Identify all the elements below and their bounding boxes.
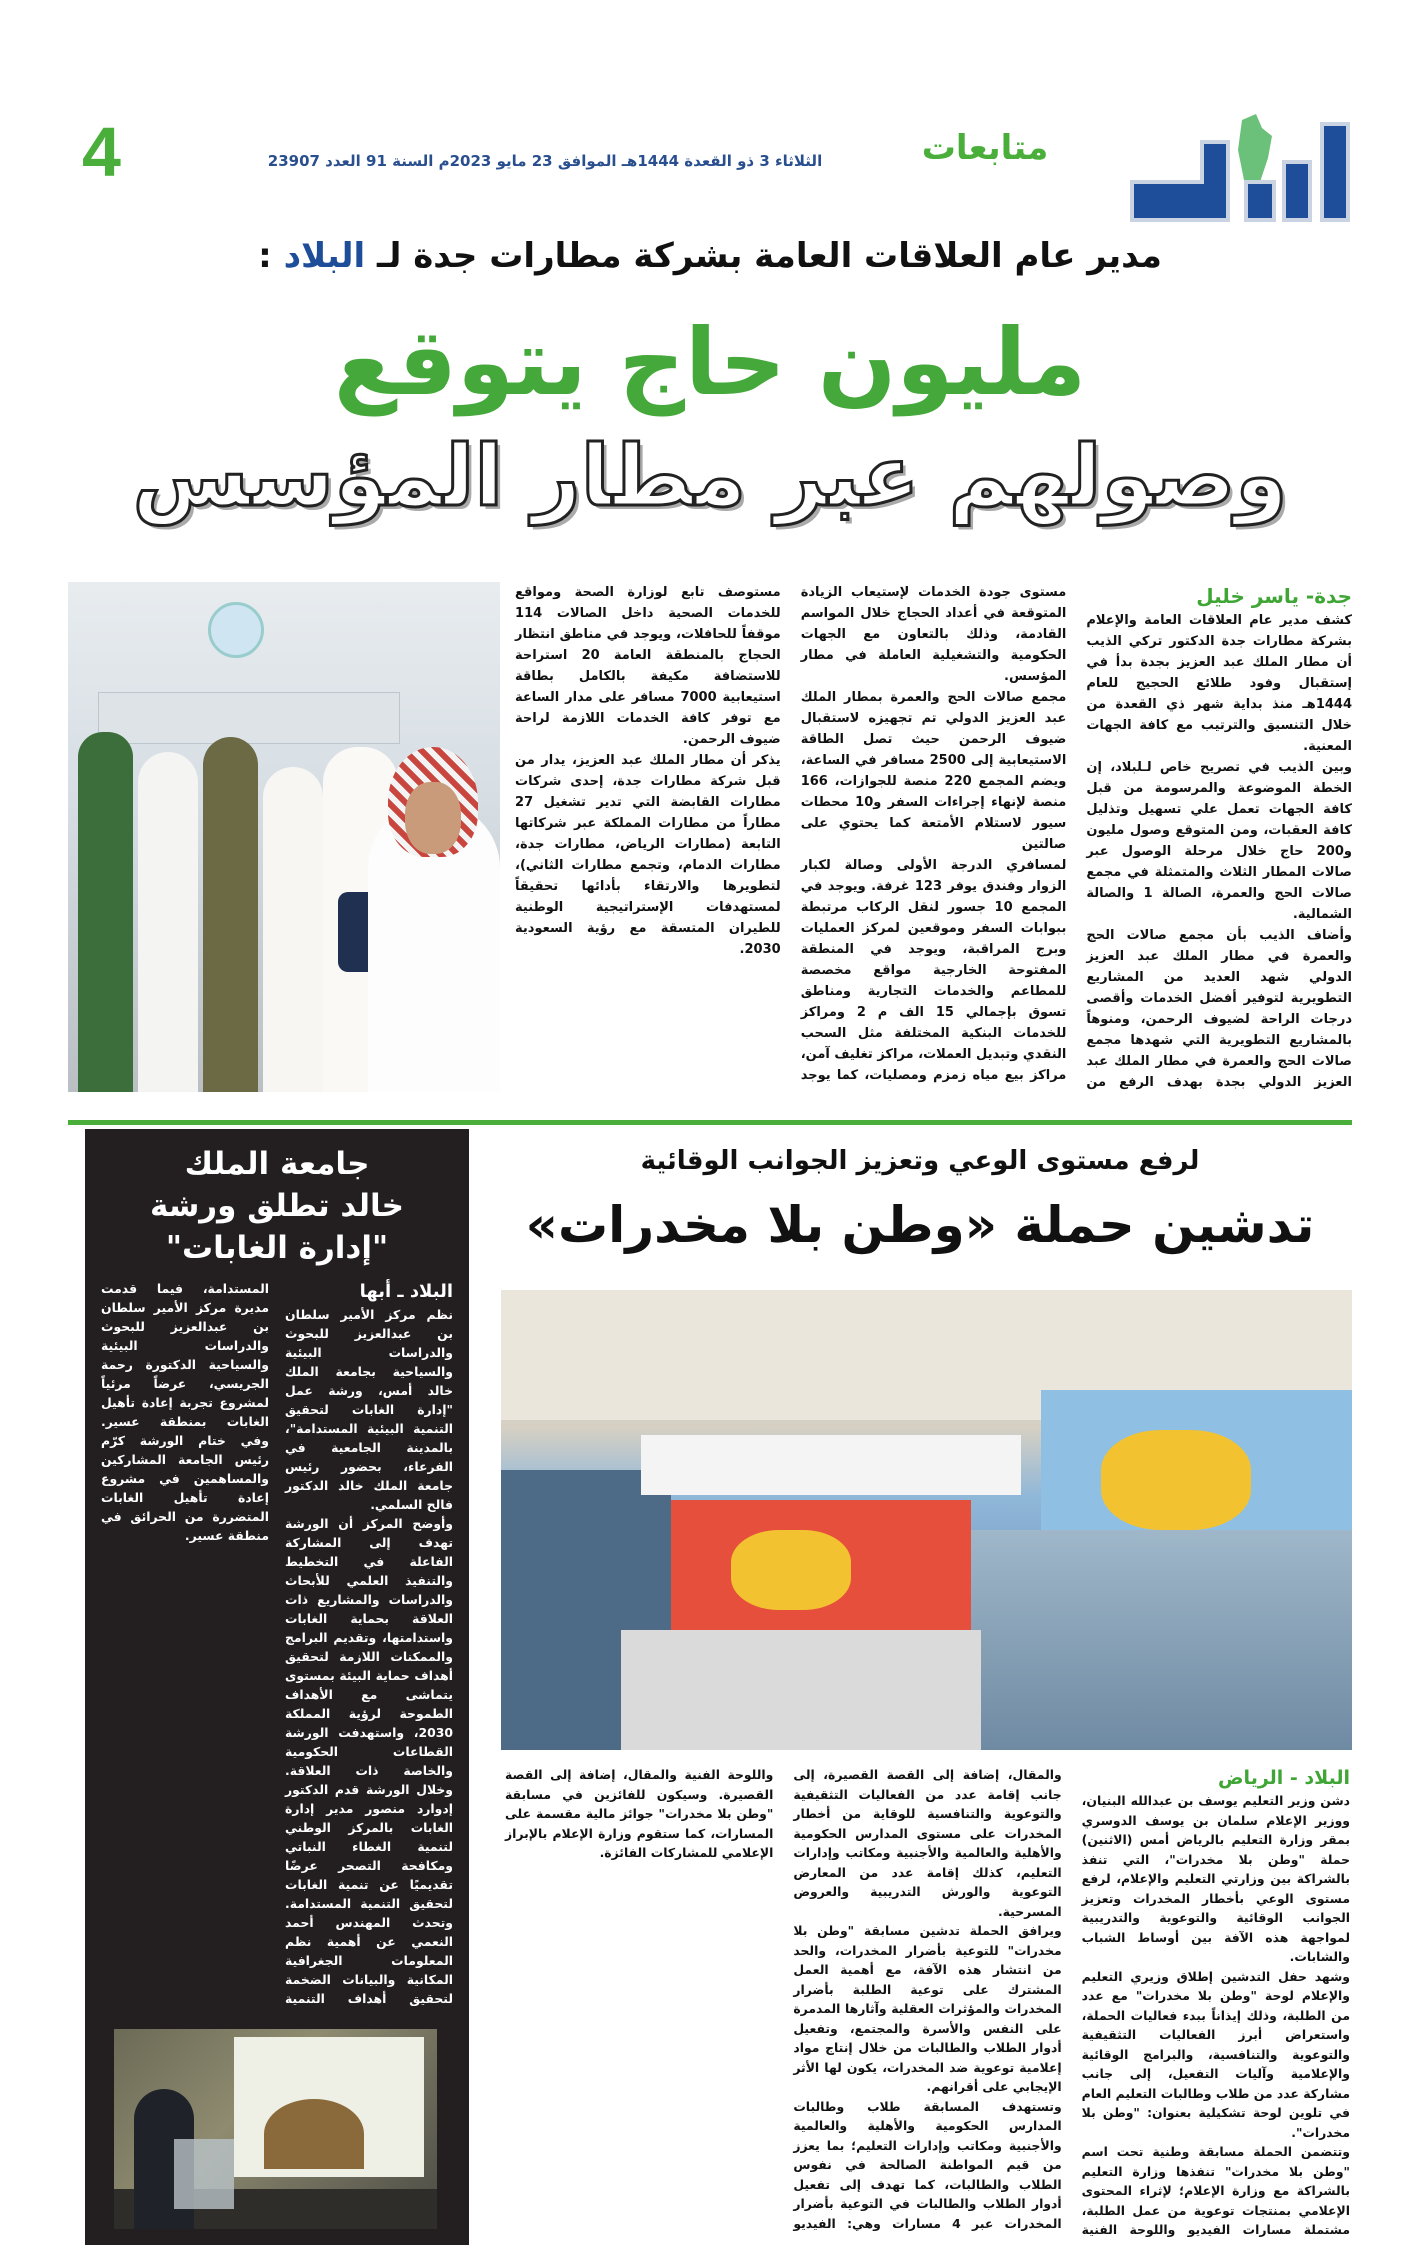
section-title: متابعات <box>921 128 1049 168</box>
paragraph: وبين الذيب في تصريح خاص لـلبلاد، إن الخطة الموضوعة والمرسومة من قبل كافة الجهات تعمل علي تسهيل وتذليل كافة العقبات، ومن المتوقع وصول مليون و200 حاج خلال مرحلة الوصول عبر صالات المطار الثلاث والمتمثلة في مجمع صالات الحج والعمرة، الصالة 1 والصالة الشمالية. <box>1086 760 1352 922</box>
article1-headline-outline: وصولهم عبر مطار المؤسس <box>132 427 1288 525</box>
article1-kicker <box>160 236 1260 276</box>
article1-byline: جدة- ياسر خليل <box>1196 584 1352 608</box>
sidebar-headline <box>95 1143 459 1269</box>
headline-line: خالد تطلق ورشة <box>150 1188 404 1224</box>
dateline: الثلاثاء 3 ذو القعدة 1444هـ الموافق 23 مايو 2023م السنة 91 العدد 23907 <box>267 152 823 170</box>
article2-byline: البلاد - الرياض <box>1218 1767 1350 1789</box>
paragraph: يذكر أن مطار الملك عبد العزيز، يدار من قبل شركة مطارات جدة، إحدى شركات مطارات القابضة التي تدير تشغيل 27 مطاراً من مطارات المملكة عبر شركاتها التابعة (مطارات الرياض، مطارات جدة، مطارات الدمام، وتجمع مطارات الثاني)، لتطويرها والارتقاء بأدائها تحقيقاً لمستهدفات الإستراتيجية الوطنية للطيران المتسقة مع رؤية السعودية 2030. <box>515 753 781 957</box>
paragraph: دشن وزير التعليم يوسف بن عبدالله البنيان، ووزير الإعلام سلمان بن يوسف الدوسري بمقر وزارة التعليم بالرياض أمس (الاثنين) حملة "وطن بلا مخدرات"، التي تنفذ بالشراكة بين وزارتي التعليم والإعلام، لرفع مستوى الوعي بأخطار المخدرات وتعزيز الجوانب الوقائية والتوعوية والتدريبية لمواجهة هذه الآفة بين أوساط الشباب والشابات. <box>1081 1793 1350 1964</box>
paragraph: وتتضمن الحملة مسابقة وطنية تحت اسم "وطن بلا مخدرات" تنفذها وزارة التعليم بالشراكة مع وزارة الإعلام؛ لإثراء المحتوى الإعلامي بمنتجات توعوية من عمل الطلبة، مشتملة مسارات الفيديو واللوحة الفنية والمقال، إضافة إلى القصة القصيرة، إلى جانب إقامة عدد من الفعاليات التثقيفية والتوعوية والتنافسية للوقاية من أخطار المخدرات على مستوى المدارس الحكومية والأهلية والعالمية والأجنبية ومكاتب وإدارات التعليم، كذلك إقامة عدد من المعارض التوعوية والورش التدريبية والعروض المسرحية. <box>793 1767 1350 2237</box>
page-number: 4 <box>82 113 121 191</box>
article1-body <box>515 582 1352 1097</box>
paragraph: لمسافري الدرجة الأولى وصالة لكبار الزوار وفندق يوفر 123 غرفة. ويوجد في المجمع 10 جسور لنقل الركاب مرتبطة ببوابات السفر وموقعين لمركز العمليات وبرج المراقبة، ويوجد في المنطقة المفتوحة الخارجية مواقع مخصصة للمطاعم والخدمات التجارية ومناطق تسوق بإجمالي 15 الف م 2 ومراكز للخدمات البنكية المختلفة مثل السحب النقدي وتبديل العملات، مراكز تغليف آمن، مراكز بيع مياه زمزم ومصليات، كما يوجد مستوصف تابع لوزارة الصحة ومواقع للخدمات الصحية داخل الصالات 114 موقفاً للحافلات، ويوجد في مناطق انتظار الحجاج بالمنطقة العامة 20 استراحة للاستضافة مكيفة بالكامل بطاقة استيعابية 7000 مسافر على مدار الساعة مع توفر كافة الخدمات اللازمة لراحة ضيوف الرحمن. <box>515 585 1067 1083</box>
headline-line: جامعة الملك <box>184 1146 370 1182</box>
kicker-colon: : <box>258 236 272 276</box>
kicker-logo: البلاد <box>283 236 366 276</box>
paragraph: نظم مركز الأمير سلطان بن عبدالعزيز للبحوث والدراسات البيئية والسياحية بجامعة الملك خالد أمس، ورشة عمل "إدارة الغابات لتحقيق التنمية البيئية المستدامة"، بالمدينة الجامعية في الفرعاء، بحضور رئيس جامعة الملك خالد الدكتور فالح السلمي. <box>285 1307 453 1512</box>
article2-body <box>505 1765 1350 2245</box>
paragraph: وشهد حفل التدشين إطلاق وزيري التعليم والإعلام لوحة "وطن بلا مخدرات" مع عدد من الطلبة، وذلك إيذاناً ببدء فعاليات الحملة، واستعراض أبرز الفعاليات التثقيفية والتوعوية والتنافسية، والبرامج الوقائية والإعلامية وآليات التفعيل، إلى جانب مشاركة عدد من طلاب وطالبات التعليم العام في تلوين لوحة تشكيلية بعنوان: "وطن بلا مخدرات". <box>1081 1968 1350 2140</box>
paragraph: وأوضح المركز أن الورشة تهدف إلى المشاركة الفاعلة في التخطيط والتنفيذ العلمي للأبحاث والدراسات والمشاريع ذات العلاقة بحماية الغابات واستدامتها، وتقديم البرامج والممكنات اللازمة لتحقيق أهداف حماية البيئة بمستوى يتماشى مع الأهداف الطموحة لرؤية المملكة 2030، واستهدفت الورشة القطاعات الحكومية والخاصة ذات العلاقة. وخلال الورشة قدم الدكتور إدوارد منصور مدير إدارة الغابات بالمركز الوطني لتنمية الغطاء النباتي ومكافحة التصحر عرضًا تقديميًا عن تنمية الغابات لتحقيق التنمية المستدامة. وتحدث المهندس أحمد النعمي عن أهمية نظم المعلومات الجغرافية المكانية والبيانات الضخمة لتحقيق أهداف التنمية المستدامة، فيما قدمت مديرة مركز الأمير سلطان بن عبدالعزيز للبحوث والدراسات البيئية والسياحية الدكتورة رحمة الجريسي، عرضاً مرئياً لمشروع تجربة إعادة تأهيل الغابات بمنطقة عسير. وفي ختام الورشة كرّم رئيس الجامعة المشاركين والمساهمين في مشروع إعادة تأهيل الغابات المتضررة من الحرائق في منطقة عسير. <box>101 1281 453 2006</box>
paragraph: مجمع صالات الحج والعمرة بمطار الملك عبد العزيز الدولي تم تجهيزه لاستقبال ضيوف الرحمن حيث تصل الطاقة الاستيعابية إلى 2500 مسافر في الساعة، ويضم المجمع 220 منصة للجوازات، 166 منصة لإنهاء إجراءات السفر و10 محطات سيور لاستلام الأمتعة كما يحتوي على صالتين <box>800 690 1067 852</box>
article2-kicker: لرفع مستوى الوعي وتعزيز الجوانب الوقائية <box>640 1146 1200 1176</box>
paragraph: وأضاف الذيب بأن مجمع صالات الحج والعمرة في مطار الملك عبد العزيز الدولي شهد العديد من المشاريع التطويرية لتوفير أفضل الخدمات وأقصى درجات الراحة لضيوف الرحمن، ومنوهاً بالمشاريع التطويرية التي شهدها مجمع صالات الحج والعمرة في مطار الملك عبد العزيز الدولي بجدة بهدف الرفع من مستوى جودة الخدمات لإستيعاب الزيادة المتوقعة في أعداد الحجاج خلال المواسم القادمة، وذلك بالتعاون مع الجهات الحكومية والتشغيلية العاملة في مطار المؤسس. <box>800 585 1352 1090</box>
paragraph: ويرافق الحملة تدشين مسابقة "وطن بلا مخدرات" للتوعية بأضرار المخدرات، والحد من انتشار هذه الآفة، مع أهمية العمل المشترك على توعية الطلبة بأضرار المخدرات والمؤثرات العقلية وآثارها المدمرة على النفس والأسرة والمجتمع، وتفعيل أدوار الطلاب والطالبات من خلال إنتاج مواد إعلامية توعوية ضد المخدرات، يكون لها الأثر الإيجابي على أقرانهم. <box>793 1923 1062 2094</box>
newspaper-logo <box>1122 112 1358 230</box>
paragraph: وتستهدف المسابقة طلاب وطالبات المدارس الحكومية والأهلية والعالمية والأجنبية ومكاتب وإدارات التعليم؛ بما يعزز من قيم المواطنة الصالحة في نفوس الطلاب والطالبات، كما تهدف إلى تفعيل أدوار الطلاب والطالبات في التوعية بأضرار المخدرات عبر 4 مسارات وهي: الفيديو واللوحة الفنية والمقال، إضافة إلى القصة القصيرة. وسيكون للفائزين في مسابقة "وطن بلا مخدرات" جوائز مالية مقسمة على المسارات، كما ستقوم وزارة الإعلام بالإبراز الإعلامي للمشاركات الفائزة. <box>505 1767 1062 2231</box>
campaign-launch-photo <box>501 1290 1352 1750</box>
kicker-text: مدير عام العلاقات العامة بشركة مطارات جدة لـ <box>376 236 1162 276</box>
sidebar-byline: البلاد ـ أبها <box>359 1281 453 1302</box>
sidebar-story <box>85 1129 469 2245</box>
article2-headline: تدشين حملة «وطن بلا مخدرات» <box>525 1196 1315 1254</box>
article1-headline: مليون حاج يتوقع <box>333 309 1087 416</box>
headline-line: "إدارة الغابات" <box>165 1230 389 1266</box>
section-divider <box>68 1120 1352 1125</box>
sidebar-body <box>101 1279 453 2019</box>
pilgrims-welcome-photo <box>68 582 500 1092</box>
paragraph: كشف مدير عام العلاقات العامة والإعلام بشركة مطارات جدة الدكتور تركي الذيب أن مطار الملك عبد العزيز بجدة بدأ في إستقبال وفود طلائع الحجيج للعام 1444هـ منذ بداية شهر ذي القعدة من خلال التنسيق والترتيب مع كافة الجهات المعنية. <box>1086 613 1352 754</box>
workshop-speaker-photo <box>114 2029 437 2229</box>
